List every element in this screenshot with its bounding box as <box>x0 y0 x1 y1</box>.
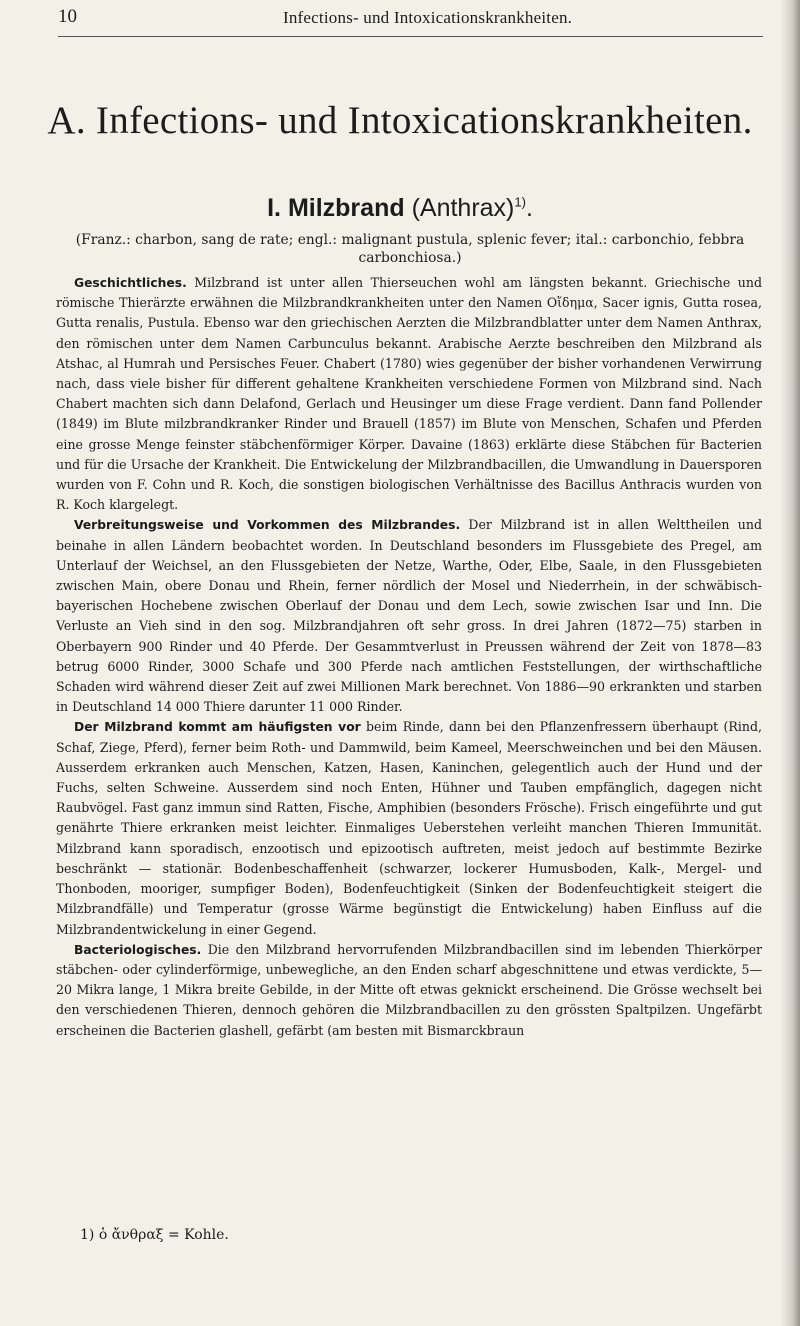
paragraph-lead: Verbreitungsweise und Vorkommen des Milzbrandes. <box>74 518 461 533</box>
paragraph-history <box>56 273 762 515</box>
page-number: 10 <box>58 6 77 27</box>
paragraph-text: beim Rinde, dann bei den Pflanzenfressern überhaupt (Rind, Schaf, Ziege, Pferd), ferner beim Roth- und Dammwild, beim Kameel, Meerschweinchen und bei den Mäusen. Ausserdem erkranken auch Menschen, Katzen, Hasen, Kaninchen, gelegentlich auch der Hund und der Fuchs, selten Schweine. Ausserdem sind noch Enten, Hühner und Tauben empfänglich, dagegen nicht Raubvögel. Fast ganz immun sind Ratten, Fische, Amphibien (besonders Frösche). Frisch eingeführte und gut genährte Thiere erkranken meist leichter. Einmaliges Ueberstehen verleiht manchen Thieren Immunität. Milzbrand kann sporadisch, enzootisch und epizootisch auftreten, meist jedoch auf bestimmte Bezirke beschränkt — stationär. Bodenbeschaffenheit (schwarzer, lockerer Humusboden, Kalk-, Mergel- und Thonboden, mooriger, sumpfiger Boden), Bodenfeuchtigkeit (Sinken der Bodenfeuchtigkeit steigert die Milzbrandfälle) und Temperatur (grosse Wärme begünstigt die Entwickelung) haben Einfluss auf die Milzbrandentwickelung in einer Gegend. <box>56 719 762 937</box>
paragraph-lead: Bacteriologisches. <box>74 942 202 957</box>
running-title: Infections- und Intoxicationskrankheiten. <box>283 8 573 27</box>
page-edge-shadow <box>780 0 800 1326</box>
chapter-title: A. Infections- und Intoxicationskrankheiten. <box>47 99 753 142</box>
paragraph-lead: Der Milzbrand kommt am häufigsten vor <box>74 720 361 735</box>
running-head <box>58 6 758 34</box>
paragraph-occurrence <box>56 717 762 939</box>
paragraph-text: Die den Milzbrand hervorrufenden Milzbrandbacillen sind im lebenden Thierkörper stäbchen- oder cylinderförmige, unbewegliche, an den Enden scharf abgeschnittene und etwas verdickte, 5—20 Mikra lange, 1 Mikra breite Gebilde, in der Mitte oft etwas geknickt erscheinend. Die Grösse wechselt bei den verschiedenen Thieren, dennoch gehören die Milzbrandbacillen zu den grössten Spaltpilzen. Ungefärbt erscheinen die Bacterien glashell, gefärbt (am besten mit Bismarckbraun <box>56 941 762 1038</box>
body-text <box>56 273 762 1041</box>
paragraph-bacteriology <box>56 940 762 1041</box>
paragraph-lead: Geschichtliches. <box>74 276 187 290</box>
footnote-marker[interactable]: 1) <box>514 194 526 210</box>
paragraph-text: Der Milzbrand ist in allen Welttheilen und beinahe in allen Ländern beobachtet worden. In Deutschland besonders im Flussgebiete des Pregel, am Unterlauf der Weichsel, an den Flussgebieten der Netze, Warthe, Oder, Elbe, Saale, in den Flussgebieten zwischen Main, obere Donau und Rhein, ferner nördlich der Mosel und Niederrhein, in der schwäbisch-bayerischen Hochebene zwischen Oberlauf der Donau und dem Lech, sowie zwischen Isar und Inn. Die Verluste an Vieh sind in den sog. Milzbrandjahren oft sehr gross. In drei Jahren (1872—75) starben in Oberbayern 900 Rinder und 40 Pferde. Der Gesammtverlust in Preussen während der Zeit von 1878—83 betrug 6000 Rinder, 3000 Schafe und 300 Pferde nach amtlichen Feststellungen, der wirthschaftliche Schaden wird während dieser Zeit auf zwei Millionen Mark berechnet. Von 1886—90 erkrankten und starben in Deutschland 14 000 Thiere darunter 11 000 Rinder. <box>56 517 762 715</box>
section-closing: . <box>525 194 533 222</box>
header-rule <box>58 36 763 37</box>
paragraph-text: Milzbrand ist unter allen Thierseuchen wohl am längsten bekannt. Griechische und römische Thierärzte erwähnen die Milzbrandkrankheiten unter den Namen Οἴδημα, Sacer ignis, Gutta rosea, Gutta renalis, Pustula. Ebenso war den griechischen Aerzten die Milzbrandblatter unter dem Namen Anthrax, den römischen unter dem Namen Carbunculus bekannt. Arabische Aerzte beschreiben den Milzbrand als Atshac, al Humrah und Persisches Feuer. Chabert (1780) wies gegenüber der bisher vorhandenen Verwirrung nach, dass viele bisher für different gehaltene Krankheiten verschiedene Formen von Milzbrand sind. Nach Chabert machten sich dann Delafond, Gerlach und Heusinger um diese Frage verdient. Dann fand Pollender (1849) im Blute milzbrandkranker Rinder und Brauell (1857) im Blute von Menschen, Schafen und Pferden eine grosse Menge feinster stäbchenförmiger Körper. Davaine (1863) erklärte diese Stäbchen für Bacterien und für die Ursache der Krankheit. Die Entwickelung der Milzbrandbacillen, die Umwandlung in Dauersporen wurden von F. Cohn und R. Koch, die sonstigen biologischen Verhältnisse des Bacillus Anthracis wurden von R. Koch klargelegt. <box>56 275 762 513</box>
synonyms-line: (Franz.: charbon, sang de rate; engl.: malignant pustula, splenic fever; ital.: carbonchio, febbra carbonchiosa.) <box>75 232 745 266</box>
section-paren-text: (Anthrax) <box>411 194 515 222</box>
section-title <box>40 194 760 223</box>
footnote: 1) ὁ ἄνθραξ = Kohle. <box>80 1227 229 1243</box>
paragraph-distribution <box>56 515 762 717</box>
section-heading: I. Milzbrand <box>267 194 405 222</box>
